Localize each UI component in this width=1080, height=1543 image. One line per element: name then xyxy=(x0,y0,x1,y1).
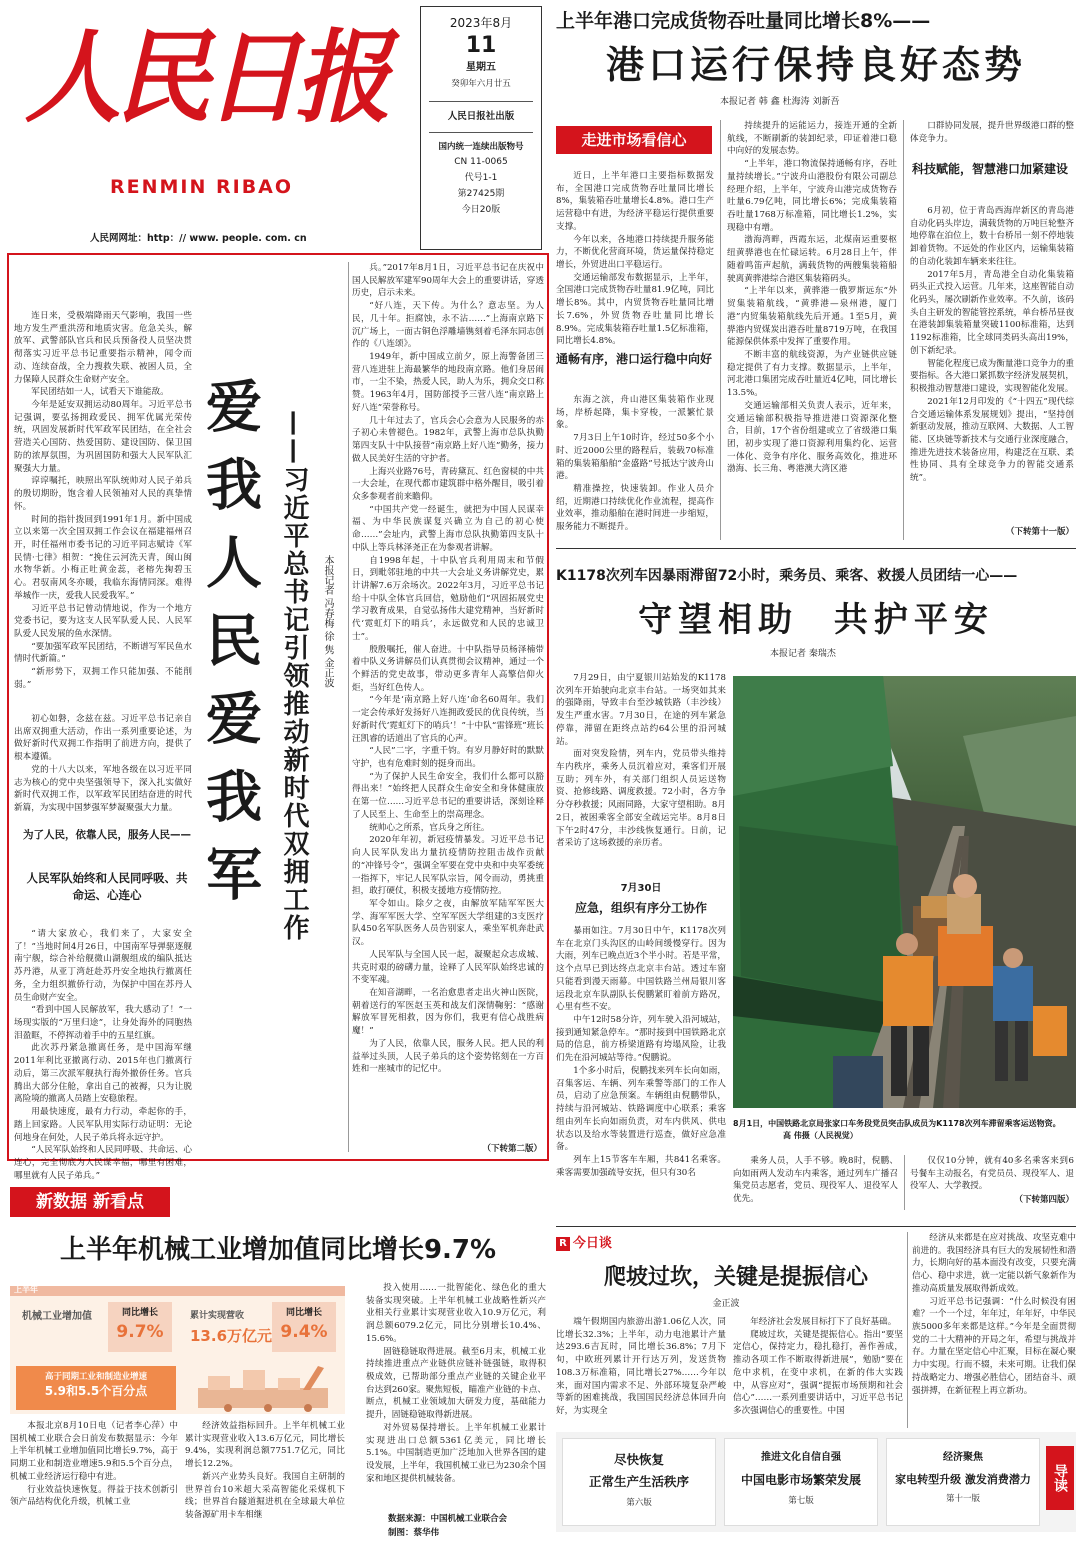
paragraph: 交通运输部发布数据显示，上半年，全国港口完成货物吞吐量81.9亿吨，同比增长8%。其中，内贸货物吞吐量同比增长7.6%，外贸货物吞吐量同比增长8.9%。完成集装箱吞吐量1.5亿标准箱，同比增长4.8%。 xyxy=(556,272,714,347)
info-box-1-value: 9.7% xyxy=(116,1322,164,1343)
commentary-col-1 xyxy=(556,1316,726,1426)
army-col-1b xyxy=(14,713,192,823)
port-kicker: 上半年港口完成货物吞吐量同比增长8%—— xyxy=(556,10,931,32)
paragraph: 口群协同发展，提升世界级港口群的整体竞争力。 xyxy=(910,121,1074,144)
port-col-1 xyxy=(556,170,714,347)
commentary-tag-wrap xyxy=(556,1235,636,1257)
guide-item-2-sub: 中国电影市场繁荣发展 xyxy=(740,1472,861,1487)
info-bottom-label: 高于同期工业和制造业增速 xyxy=(44,1372,147,1382)
train-photo-illustration xyxy=(733,676,1076,1108)
info-label-2-value: 13.6万亿元 xyxy=(190,1327,273,1345)
photo-credit: 高 伟摄（人民视觉） xyxy=(783,1131,858,1140)
train-photo xyxy=(733,676,1076,1108)
commentary-tag: 今日谈 xyxy=(572,1236,612,1251)
data-tag: 新数据 新看点 xyxy=(10,1187,170,1217)
paragraph: 行业效益快速恢复。得益于技术创新引领产品结构优化升级，机械工业 xyxy=(10,1484,178,1508)
paragraph: 暴雨如注。7月30日中午，K1178次列车在北京门头沟区的山岭间缓慢穿行。因为大雨，列车已晚点近3个半小时。若是平常，这个点早已到达终点北京丰台站。透过车窗只能看到漫天雨幕。中国铁路兰州局银川客运段北京车队副队长倪鹏紧盯着前方路况，心里有些不安。 xyxy=(556,926,726,1013)
army-col-1c xyxy=(14,928,192,1181)
paragraph: 面对突发险情，列车内，党员带头维持车内秩序，乘务人员沉着应对，乘客们开展互助；列车外，有关部门组织人员运送物资、抢修线路、调度救援。72小时，各方争分夺秒救援；风雨同路，大家守望相助。8月2日，被困乘客全部安全疏运完毕。8月8日下午2时47分，丰沙线恢复通行。日前，记者采访了这场救援的亲历者。 xyxy=(556,749,726,849)
date-box xyxy=(420,6,542,250)
train-headline: 守望相助 共护平安 xyxy=(638,600,994,640)
guide-item-1-page: 第六版 xyxy=(626,1498,652,1509)
issue-day: 11 xyxy=(465,33,497,59)
train-col-1 xyxy=(556,672,726,872)
port-col-3a xyxy=(910,120,1074,152)
data-headline: 上半年机械工业增加值同比增长9.7% xyxy=(59,1235,497,1265)
paragraph: 7月29日，由宁夏银川站始发的K1178次列车开始驶向北京丰台站。一场突如其来的强降雨，导致丰台至沙城铁路（丰沙线）发生严重水害。7月30日，在途的列车紧急停靠，滞留在距终点站约64公里的沿河城站。 xyxy=(556,673,726,747)
masthead-pinyin: RENMIN RIBAO xyxy=(110,176,294,198)
masthead-title: 人民日报 xyxy=(25,18,385,137)
paragraph: 为了人民，依靠人民，服务人民。把人民的利益举过头顶，人民子弟兵的这个姿势铭刻在一方百姓和一座城市的记忆中。 xyxy=(352,1038,544,1075)
paragraph: 智能化程度已成为衡量港口竞争力的重要指标。各大港口紧抓数字经济发展契机，积极推动智慧港口建设，实现智能化发展。 xyxy=(910,358,1074,395)
col-divider xyxy=(904,1155,905,1210)
info-box-2 xyxy=(272,1302,336,1352)
paragraph: “人民军队始终和人民同呼吸、共命运、心连心，完全彻底为人民谋幸福，哪里有困难，哪里就有人民子弟兵。” xyxy=(14,1145,192,1181)
data-col-1 xyxy=(10,1420,178,1540)
paragraph: 习近平总书记曾动情地说，作为一个地方党委书记，要为这支人民军队爱人民、人民军队爱人民发展的鱼水深情。 xyxy=(14,603,192,639)
train-col-3 xyxy=(910,1155,1074,1190)
data-col-3 xyxy=(366,1282,546,1510)
info-label-2: 累计实现营收 xyxy=(190,1311,245,1321)
commentary-col-2 xyxy=(733,1316,903,1426)
photo-caption xyxy=(733,1118,1076,1142)
paragraph: 军民团结如一人，试看天下谁能敌。 xyxy=(31,387,169,398)
page-count: 今日20版 xyxy=(461,205,501,216)
guide-item-3-page: 第十一版 xyxy=(945,1494,980,1505)
lunar-date: 癸卯年六月廿五 xyxy=(451,79,511,90)
train-kicker: K1178次列车因暴雨滞留72小时，乘务员、乘客、救援人员团结一心—— xyxy=(556,568,1018,584)
info-box-1 xyxy=(108,1302,172,1352)
paragraph: “人民”二字，字重千钧。有岁月静好时的默默守护，也有危难时刻的挺身而出。 xyxy=(352,746,544,770)
paragraph: “为了保护人民生命安全，我们什么都可以豁得出来！”始终把人民群众生命安全和身体健康放在第一位……习近平总书记的重要讲话，深刻诠释了人民至上、生命至上的崇高理念。 xyxy=(352,771,544,820)
paragraph: 党的十八大以来，军地各级在以习近平同志为核心的党中央坚强领导下，深入扎实做好新时代双拥工作，以军政军民团结奋进的时代新篇，为实现中国梦强军梦凝聚强大力量。 xyxy=(14,764,192,814)
col-divider xyxy=(903,120,904,540)
paragraph: 在知音湖畔，一名治愈患者走出火神山医院，朝着送行的军医赵玉英和战友们深情鞠躬：“感谢解放军冒死相救，因为你们，我更有信心战胜病魔！” xyxy=(352,987,544,1037)
paragraph: “要加强军政军民团结，不断谱写军民鱼水情时代新篇。” xyxy=(14,641,192,665)
paragraph: 仅仅10分钟，就有40多名乘客来到6号餐车主动报名，有党员员、现役军人、退役军人、大学教授。 xyxy=(910,1156,1074,1192)
paragraph: 7月3日上午10时许，经过50多个小时、近2000公里的路程后，装载70标准箱的集装箱船舶“金盛路”号抵达宁波舟山港。 xyxy=(556,433,714,482)
cn-number: CN 11-0065 xyxy=(454,156,508,167)
paragraph: 端午假期国内旅游出游1.06亿人次，同比增长32.3%；上半年，动力电池累计产量达293.6吉瓦时，同比增长36.8%；7月下旬，中欧班列累计开行达万列，发送货物108.3万标准箱，同比增长27%……今年以来，面对国内需求不足、外部环境复杂严峻等新的困难挑战，我国国民经济总体回升向好，为实现全 xyxy=(556,1317,726,1417)
guide-item-1[interactable] xyxy=(562,1438,716,1526)
paragraph: 交通运输部相关负责人表示，近年来，交通运输部积极指导推进港口资源深化整合，目前，17个省份组建或立了省级港口集团，初步实现了港口资源利用集约化、运营一体化、竞争有序化、服务高效化，推进环渤海、长三角、粤港澳大湾区港 xyxy=(727,400,897,475)
paragraph: “上半年以来，黄骅港一俄罗斯远东”外贸集装箱航线，“黄骅港—泉州港，厦门港”内贸集装箱航线先后开通。1至5月，黄骅港内贸煤炭出港吞吐量8719万吨，在我国能源保供体系中发挥了重要作用。 xyxy=(727,286,897,348)
col-divider xyxy=(348,262,349,1152)
guide-item-3[interactable] xyxy=(886,1438,1040,1526)
data-editor: 制图：蔡华伟 xyxy=(388,1528,440,1538)
paragraph: 习近平总书记强调：“什么时候没有困难？一个一个过，年年过，年年好，中华民族5000多年来都是这样。”今年是全面贯彻党的二十大精神的开局之年，希望与挑战并存。力量在坚定信心中汇聚，目标在凝心聚力中实现。行而不辍，未来可期。让我们保持战略定力、增强必胜信心，团结奋斗、顽强拼搏，在新征程上再立新功。 xyxy=(912,1296,1076,1396)
army-headline: 爱我人民爱我军 xyxy=(197,377,262,923)
port-col-1-text xyxy=(556,170,714,348)
photo-caption-text: 8月1日，中国铁路北京局张家口车务段党员突击队成员为K1178次列车滞留乘客运送物资。 xyxy=(733,1119,1061,1128)
paragraph: 初心如磐，念兹在兹。习近平总书记亲自出席双拥重大活动，作出一系列重要论述，为做好新时代双拥工作指明了前进方向，提供了根本遵循。 xyxy=(14,714,192,763)
paragraph: 对外贸易保持增长。上半年机械工业累计实现进出口总额5361亿美元，同比增长5.1%。中国制造更加广泛地加入世界各国的建设发展，上半年，我国机械工业已为230余个国家和地区提供机械装备。 xyxy=(366,1422,546,1484)
paragraph: 经济效益指标回升。上半年机械工业累计实现营业收入13.6万亿元，同比增长9.4%，实现利润总额7751.7亿元，同比增长12.2%。 xyxy=(185,1421,345,1470)
paragraph: 爬坡过坎，关键是提振信心。指出“要坚定信心，保持定力，稳扎稳打，善作善成，推动各项工作不断取得新进展”，勉励“要在危中求机，在变中求机，在新的伟大实践中，从容应对”，强调“提振市场预期和社会信心”……一系列重要讲话中，习近平总书记多次强调信心的重要性。中国 xyxy=(733,1329,903,1417)
paragraph: 用最快速度，最有力行动，牵起你的手，踏上回家路。人民军队用实际行动证明：无论何地身在何处，人民子弟兵将永远守护。 xyxy=(14,1107,192,1143)
date-divider xyxy=(429,101,533,102)
paragraph: 持续提升的运能运力，接连开通的全新航线，不断刷新的装卸纪录，印证着港口稳中向好的发展态势。 xyxy=(727,121,897,157)
issue-number: 第27425期 xyxy=(457,188,505,199)
paragraph: 人民军队与全国人民一起，凝聚起众志成城、共克时艰的磅礴力量，诠释了人民军队始终忠诚的不变军魂。 xyxy=(352,949,544,986)
info-factory-icon xyxy=(188,1358,338,1414)
paragraph: 几十年过去了，官兵会心会意为人民服务的赤子初心未曾褪色。1982年，武警上海市总队执勤第四支队十中队接替“南京路上好八连”勤务，接力做人民美好生活的守护者。 xyxy=(352,415,544,464)
commentary-col-3 xyxy=(912,1232,1076,1428)
train-sub-title: 应急，组织有序分工协作 xyxy=(574,901,707,915)
commentary-r-icon: R xyxy=(556,1237,570,1251)
data-source: 数据来源：中国机械工业联合会 xyxy=(388,1514,508,1524)
paragraph: 殷殷嘱托，催人奋进。十中队指导员杨泽楠带着中队义务讲解员们认真贯彻会议精神，通过一个个鲜活的党史故事，带动更多青年人高擎信仰火炬，当好红色传人。 xyxy=(352,644,544,693)
paragraph: 此次苏丹紧急撤离任务，是中国海军继2011年利比亚撤离行动、2015年也门撤离行动后，第三次派军舰执行海外撤侨任务。官兵腾出大部分住舱，拿出自己的被褥，只为让脱离险境的撤离人员踏上安稳旅程。 xyxy=(14,1043,192,1105)
army-byline: 本报记者 冯春梅 徐 隽 金正波 xyxy=(322,555,333,688)
paragraph: 自1998年起，十中队官兵利用周末和节假日，到毗邻驻地的中共一大会址义务讲解党史，累计讲解7.6万余场次。2022年3月，习近平总书记给十中队全体官兵回信，勉励他们“巩固拓展党史学习教育成果，自觉弘扬伟大建党精神，当好新时代‘霓虹灯下的哨兵’，永远做党和人民的忠诚卫士”。 xyxy=(352,555,544,642)
paragraph: “新形势下，双拥工作只能加强、不能削弱。” xyxy=(14,667,192,690)
port-subhead-2: 科技赋能，智慧港口加紧建设 xyxy=(912,162,1069,176)
paragraph: 谆谆嘱托，映照出军队统帅对人民子弟兵的殷切期盼，饱含着人民领袖对人民的真挚情怀。 xyxy=(14,476,192,512)
issue-date: 2023年8月 xyxy=(449,16,513,30)
port-subhead-1: 通畅有序，港口运行稳中向好 xyxy=(556,352,713,366)
paragraph: “上半年，港口物流保持通畅有序，吞吐量持续增长。”宁波舟山港股份有限公司副总经理介绍，上半年，宁波舟山港完成货物吞吐量6.79亿吨，同比增长6%；完成集装箱吞吐量1768万标准箱，同比增长1.2%，实现稳中有增。 xyxy=(727,159,897,233)
paragraph: 时间的指针拨回到1991年1月。新中国成立以来第一次全国双拥工作会议在福建福州召开，时任福州市委书记的习近平同志赋诗《军民情·七律》相贺：“挽住云河洗天青，闽山闽水物华新。小梅正吐黄金蕊，老榕先掬碧玉心。君驭南风冬亦暖，我临东海情同深。难得举城作一庆，爱我人民爱我军。” xyxy=(14,514,192,601)
paragraph: 近日，上半年港口主要指标数据发布，全国港口完成货物吞吐量同比增长8%，集装箱吞吐量增长4.8%。港口生产运营稳中有进，为经济平稳运行提供重要支撑。 xyxy=(556,171,714,232)
info-bottom-value: 5.9和5.5个百分点 xyxy=(44,1384,148,1399)
train-col-2 xyxy=(733,1155,898,1210)
publisher: 人民日报社出版 xyxy=(447,110,515,122)
section-rule xyxy=(556,1226,1076,1227)
col-divider xyxy=(907,1232,908,1428)
paragraph: 6月初，位于青岛西海岸新区的青岛港自动化码头岸边，满载货物的万吨巨轮整齐地停靠在泊位上，数十台桥吊一刻不停地装卸着货物。不远处的作业区内，运输集装箱的自动化装卸车辆来来往往。 xyxy=(910,206,1074,267)
army-sub-2: 人民军队始终和人民同呼吸、共命运、心连心 xyxy=(26,871,188,903)
port-col-2 xyxy=(727,120,897,540)
paragraph: 东海之滨，舟山港区集装箱作业现场，岸桥起降，集卡穿梭，一派繁忙景象。 xyxy=(556,395,714,431)
paragraph: 统帅心之所系，官兵身之所往。 xyxy=(369,822,490,833)
info-bottom-box xyxy=(16,1366,176,1410)
paragraph: 乘务人员，人手不够。晚8时，倪鹏、向如雨两人发动车内乘客，通过列车广播召集党员志愿者，党员、现役军人、退役军人优先。 xyxy=(733,1156,898,1205)
paragraph: 精准操控，快速装卸。作业人员介绍，近期港口持续优化作业流程，提高作业效率，推动船舶在港时间进一步缩短，服务能力不断提升。 xyxy=(556,484,714,533)
info-period: 上半年 xyxy=(14,1285,38,1294)
paragraph: 今年以来，各地港口持续提升服务能力，不断优化营商环境，货运量保持稳定增长，外贸进出口平稳运行。 xyxy=(556,234,714,271)
issue-weekday: 星期五 xyxy=(466,61,496,73)
guide-item-3-sub: 家电转型升级 激发消费潜力 xyxy=(895,1472,1031,1486)
paragraph: 2017年5月，青岛港全自动化集装箱码头正式投入运营。几年来，这座智能自动化码头，屡次刷新作业效率。不久前，该码头自主研发的智能管控系统，单台桥吊昼夜在港装卸集装箱量突破1100标准箱，达到1192标准箱，比全球同类码头高出19%，创下新纪录。 xyxy=(910,269,1074,356)
guide-item-1-sub: 正常生产生活秩序 xyxy=(588,1474,689,1490)
masthead-website[interactable]: 人民网网址：http：// www. people. com. cn xyxy=(90,233,307,244)
port-headline: 港口运行保持良好态势 xyxy=(605,43,1026,87)
commentary-headline: 爬坡过坎，关键是提振信心 xyxy=(603,1265,868,1290)
train-continue[interactable]: （下转第四版） xyxy=(1014,1195,1074,1205)
army-continue[interactable]: （下转第二版） xyxy=(482,1144,542,1154)
paragraph: “看到中国人民解放军，我大感动了！”一场现实版的“万里归途”，让身处海外的同胞热泪盈眶，不停挥动着手中的五星红旗。 xyxy=(14,1005,192,1041)
army-sub-1: 为了人民，依靠人民，服务人民—— xyxy=(23,829,191,841)
paragraph: 2021年12月印发的《“十四五”现代综合交通运输体系发展规划》提出，“坚持创新驱动发展，推动互联网、大数据、人工智能、区块链等新技术与交通行业深度融合，推进先进技术装备应用，构建泛在互联、柔性协同、具有全球竞争力的智能交通系统”。 xyxy=(910,396,1074,484)
paragraph: 军令如山。除夕之夜，由解放军陆军军医大学、海军军医大学、空军军医大学组建的3支医疗队450名军队医务人员告别家人，乘坐军机奔赴武汉。 xyxy=(352,898,544,948)
port-byline: 本报记者 韩 鑫 杜海涛 刘新吾 xyxy=(720,97,840,107)
paragraph: “好八连，天下传。为什么？意志坚。为人民，几十年。拒腐蚀，永不沾……”上海南京路下沉广场上，一面古铜色浮雕墙镌刻着毛泽东同志创作的《八连颂》。 xyxy=(352,301,544,350)
guide-item-2-title: 推进文化自信自强 xyxy=(761,1452,841,1463)
paragraph: “中国共产党一经诞生，就把为中国人民谋幸福、为中华民族谋复兴确立为自己的初心使命……”会址内，武警上海市总队执勤第四支队十中队上等兵林泽尧正在为参观者讲解。 xyxy=(352,504,544,553)
port-col-1b xyxy=(556,394,714,534)
info-label-1: 机械工业增加值 xyxy=(22,1311,92,1322)
paragraph: 列车上15节客车车厢，共841名乘客。乘客需要加强疏导安抚，但只有30名 xyxy=(556,1154,726,1178)
port-continue[interactable]: （下转第十一版） xyxy=(1005,527,1074,537)
paragraph: 2020年年初，新冠疫情暴发。习近平总书记向人民军队发出力量抗疫情防控阻击战作贡献的“冲锋号令”，强调全军要在党中央和中央军委统一指挥下，牢记人民军队宗旨，闻令而动，勇挑重担，敢打硬仗，积极支援地方疫情防控。 xyxy=(352,835,544,897)
paragraph: 连日来，受极端降雨天气影响，我国一些地方发生严重洪涝和地质灾害。危急关头，解放军、武警部队官兵和民兵预备役人员坚决贯彻落实习近平总书记重要指示精神，闻令而动、连续奋战，全力搜救失联、被困人员，全力保障人民群众生命财产安全。 xyxy=(14,311,192,385)
paragraph: 渤海湾畔，西霞东运，北煤南运重要枢纽黄骅港也在忙碌运转。6月28日上午，伴随着鸣笛声起航，满载货物的两艘集装箱船驶离黄骅港综合港区集装箱码头。 xyxy=(727,235,897,284)
paragraph: 中午12时58分许，列车驶入沿河城站，接到通知紧急停车。“那时接到中国铁路北京局的信息，前方桥梁道路有垮塌风险，让我们先在沿河城站等待。”倪鹏说。 xyxy=(556,1015,726,1064)
data-infographic xyxy=(10,1286,345,1414)
port-col-3b xyxy=(910,205,1074,525)
guide-item-2-page: 第七版 xyxy=(788,1495,814,1506)
issn-label: 国内统一连续出版物号 xyxy=(438,141,524,152)
train-col-1b xyxy=(556,925,726,1210)
paragraph: 今年是延安双拥运动80周年。习近平总书记强调，要弘扬拥政爱民、拥军优属光荣传统，巩固发展新时代军政军民团结，在全社会营造关心国防、热爱国防、建设国防、保卫国防的浓厚氛围，为巩固国防和强大人民军队汇聚强大力量。 xyxy=(14,400,192,474)
commentary-byline: 金正波 xyxy=(712,1299,740,1309)
col-divider xyxy=(720,120,721,540)
paragraph: “请大家放心，我们来了，大家安全了！”当地时间4月26日，中国南军导弹驱逐舰南宁舰，综合补给舰微山湖舰组成的编队抵达苏丹港，从亚丁湾赶赴苏丹安全地执行撤离任务，全力组织撤侨行动，为保护中国在苏丹人员生命财产安全。 xyxy=(14,929,192,1003)
date-divider-2 xyxy=(429,132,533,133)
paragraph: 兵。”2017年8月1日，习近平总书记在庆祝中国人民解放军建军90周年大会上的重要讲话，穿透历史，启示未来。 xyxy=(352,263,544,299)
port-tag: 走进市场看信心 xyxy=(556,126,712,154)
masthead-logo xyxy=(25,8,405,183)
paragraph: 固链稳链取得进展。截至6月末，机械工业持续推进重点产业链供应链补链强链，取得积极成效，已帮助部分重点产业链的关键企业平台达到260家。聚焦短板，瞄准产业链的卡点、断点，机械工业领域加大研发力度，基础能力提升，固链稳链取得新进展。 xyxy=(366,1346,546,1421)
paragraph: 1949年，新中国成立前夕，原上海警备团三营八连进驻上海最繁华的地段南京路。他们身居闹市，一尘不染，热爱人民，助人为乐，拥众交口称赞。1963年4月，国防部授予三营八连“南京路上好八连”荣誉称号。 xyxy=(352,352,544,413)
paragraph: 本报北京8月10日电（记者李心萍）中国机械工业联合会日前发布数据显示：今年上半年机械工业增加值同比增长9.7%，高于同期工业和制造业增速5.9和5.5个百分点，机械工业经济运行稳中有进。 xyxy=(10,1421,178,1482)
paragraph: 1个多小时后，倪鹏找来列车长向如雨，召集客运、车辆、列车乘警等部门的工作人员，启动了应急预案。车辆组由倪鹏带队，持续与沿河城站、铁路调度中心联系；乘客组由列车长向如雨负责，对车内供风、供电状态以及给水等装置进行巡查，做好应急准备。 xyxy=(556,1065,726,1153)
paragraph: 年经济社会发展目标打下了良好基础。 xyxy=(750,1317,897,1327)
guide-item-2[interactable] xyxy=(724,1438,878,1526)
paragraph: 投入使用……一批智能化、绿色化的重大装备实现突破。上半年机械工业战略性新兴产业相关行业累计实现营业收入10.9万亿元，利润总额6079.2亿元，同比分别增长10.4%、15.6%。 xyxy=(366,1283,546,1344)
paragraph: 经济从来都是在应对挑战、攻坚克难中前进的。我国经济具有巨大的发展韧性和潜力，长期向好的基本面没有改变，只要充满信心、稳中求进，就一定能以新气象新作为推动高质量发展取得新成效。 xyxy=(912,1233,1076,1294)
guide-item-3-title: 经济聚焦 xyxy=(943,1452,983,1463)
section-rule xyxy=(556,548,1076,549)
paragraph: “今年是‘南京路上好八连’命名60周年。我们一定会传承好发扬好八连拥政爱民的优良传统，当好新时代‘霓虹灯下的哨兵’！”十中队“雷锋班”班长汪凯睿的话道出了官兵的心声。 xyxy=(352,695,544,744)
data-col-2 xyxy=(185,1420,345,1540)
army-col-2 xyxy=(352,262,544,1142)
paragraph: 上海兴业路76号，青砖黛瓦、红色窗棂的中共一大会址，在现代都市建筑群中格外醒目，吸引着众多参观者前来瞻仰。 xyxy=(352,466,544,502)
army-title: ——习近平总书记引领推动新时代双拥工作 xyxy=(279,410,309,942)
paragraph: 新兴产业势头良好。我国自主研制的世界首台10米超大采高智能化采煤机下线；世界首台隧道掘进机在全球最大单位装备源矿用卡车相继 xyxy=(185,1471,345,1521)
train-byline: 本报记者 秦瑞杰 xyxy=(770,649,836,659)
info-box-2-value: 9.4% xyxy=(280,1322,328,1343)
info-box-2-label: 同比增长 xyxy=(285,1308,322,1318)
postal-code: 代号1-1 xyxy=(464,172,498,183)
guide-item-1-title: 尽快恢复 xyxy=(613,1452,664,1467)
train-sub-date: 7月30日 xyxy=(620,883,662,894)
guide-label: 导读 xyxy=(1046,1446,1074,1510)
army-col-1 xyxy=(14,310,192,710)
paragraph: 不断丰富的航线资源，为产业链供应链稳定提供了有力支撑。数据显示，上半年，河北港口集团完成吞吐量近4亿吨，同比增长13.5%。 xyxy=(727,349,897,399)
info-box-1-label: 同比增长 xyxy=(121,1308,158,1318)
